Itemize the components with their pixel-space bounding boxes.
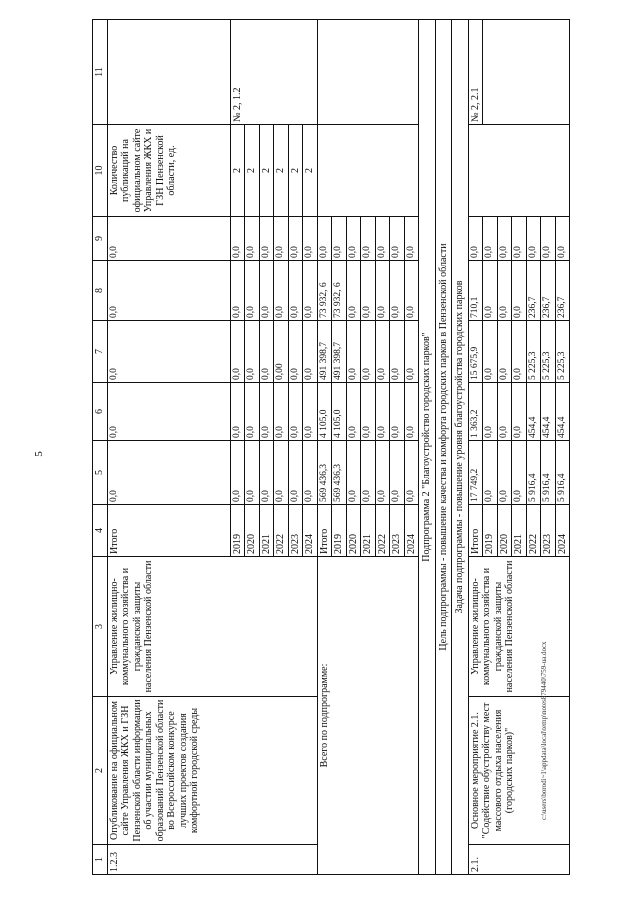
indicator-empty — [317, 125, 419, 217]
value: 0,0 — [375, 441, 390, 505]
value: 0,0 — [390, 261, 405, 321]
value: 0,0 — [274, 441, 289, 505]
value: 0,0 — [259, 261, 274, 321]
value: 0,0 — [361, 217, 376, 261]
value: 0,0 — [288, 383, 303, 441]
col-header: 2 — [93, 697, 108, 845]
year: 2020 — [346, 505, 361, 557]
value: 0,0 — [303, 441, 318, 505]
indicator-value: 2 — [230, 125, 245, 217]
table-row — [107, 20, 230, 875]
total-value: 17 749,2 — [468, 441, 483, 505]
value: 0,0 — [483, 217, 498, 261]
value: 0,0 — [288, 441, 303, 505]
total-value: 0,0 — [468, 217, 483, 261]
value: 0,0 — [375, 383, 390, 441]
total-value: 491 398,7 — [317, 321, 332, 383]
value: 0,0 — [288, 261, 303, 321]
value: 0,0 — [497, 261, 512, 321]
year: 2021 — [361, 505, 376, 557]
value: 0,0 — [303, 321, 318, 383]
value: 0,0 — [346, 321, 361, 383]
value: 0,0 — [259, 321, 274, 383]
value: 5 916,4 — [541, 441, 556, 505]
section-row — [452, 20, 469, 875]
value: 0,0 — [288, 321, 303, 383]
total-value: 1 363,2 — [468, 383, 483, 441]
value: 0,0 — [361, 383, 376, 441]
value: 0,0 — [512, 441, 527, 505]
col-header: 9 — [93, 217, 108, 261]
col-header: 5 — [93, 441, 108, 505]
total-value: 0,0 — [107, 441, 230, 505]
total-value: 0,0 — [107, 261, 230, 321]
col-header: 11 — [93, 20, 108, 125]
row-number: 1.2.3 — [107, 845, 317, 875]
value: 0,00 — [274, 321, 289, 383]
row-number: 2.1. — [468, 845, 570, 875]
activity-name: Основное мероприятие 2.1. "Содействие обустройству мест массового отдыха населения (городских парков)" — [468, 697, 570, 845]
value: 0,0 — [332, 217, 347, 261]
value: 236,7 — [541, 261, 556, 321]
executor: Управление жилищно-коммунального хозяйства и гражданской защиты населения Пензенской области — [468, 557, 570, 697]
indicator-value: 2 — [259, 125, 274, 217]
value: 0,0 — [497, 217, 512, 261]
page-number: 5 — [32, 451, 45, 457]
value: 0,0 — [541, 217, 556, 261]
value: 454,4 — [555, 383, 570, 441]
link-ref — [107, 20, 230, 125]
value: 0,0 — [346, 383, 361, 441]
value: 5 916,4 — [526, 441, 541, 505]
subprogram-title: Подпрограмма 2 "Благоустройство городских парков" — [419, 20, 436, 875]
subprogram-task: Задача подпрограммы - повышение уровня благоустройства городских парков — [452, 20, 469, 875]
indicator-value: 2 — [303, 125, 318, 217]
value: 0,0 — [512, 321, 527, 383]
value: 0,0 — [245, 261, 260, 321]
executor: Управление жилищно-коммунального хозяйства и гражданской защиты населения Пензенской области — [107, 557, 317, 697]
col-header: 8 — [93, 261, 108, 321]
value: 0,0 — [483, 441, 498, 505]
activity-name: Опубликование на официальном сайте Управления ЖКХ и ГЗН Пензенской области информации об участии муниципальных образований Пензенской области во Всероссийском конкурсе лучших проектов создания комфортной городской среды — [107, 697, 317, 845]
link-empty — [317, 20, 419, 125]
total-value: 73 932, 6 — [317, 261, 332, 321]
value: 0,0 — [375, 217, 390, 261]
value: 0,0 — [303, 383, 318, 441]
value: 0,0 — [512, 383, 527, 441]
col-header: 6 — [93, 383, 108, 441]
value: 0,0 — [245, 383, 260, 441]
year: 2024 — [303, 505, 318, 557]
table-row — [468, 20, 483, 875]
value: 454,4 — [541, 383, 556, 441]
total-value: 15 675,9 — [468, 321, 483, 383]
value: 0,0 — [259, 441, 274, 505]
indicator-value: 2 — [245, 125, 260, 217]
value: 0,0 — [512, 261, 527, 321]
total-value: 0,0 — [107, 217, 230, 261]
value: 5 225,3 — [541, 321, 556, 383]
year: 2020 — [245, 505, 260, 557]
value: 0,0 — [245, 441, 260, 505]
value: 0,0 — [346, 261, 361, 321]
value: 0,0 — [404, 321, 419, 383]
value: 569 436,3 — [332, 441, 347, 505]
value: 0,0 — [361, 321, 376, 383]
year: 2023 — [541, 505, 556, 557]
value: 0,0 — [390, 441, 405, 505]
total-value: 4 105,0 — [317, 383, 332, 441]
value: 0,0 — [230, 261, 245, 321]
year: 2019 — [483, 505, 498, 557]
value: 0,0 — [245, 217, 260, 261]
total-label: Итого — [107, 505, 230, 557]
indicator-empty — [468, 125, 570, 217]
indicator-name: Количество публикаций на официальном сайте Управления ЖКХ и ГЗН Пензенской области, ед. — [107, 125, 230, 217]
year: 2019 — [230, 505, 245, 557]
year: 2021 — [512, 505, 527, 557]
col-header: 7 — [93, 321, 108, 383]
col-header: 1 — [93, 845, 108, 875]
value: 0,0 — [303, 261, 318, 321]
subprogram-total-label: Всего по подпрограмме: — [317, 557, 419, 875]
value: 491 398,7 — [332, 321, 347, 383]
value: 0,0 — [259, 217, 274, 261]
value: 0,0 — [404, 261, 419, 321]
link-ref: № 2, 1.2 — [230, 20, 317, 125]
value: 4 105,0 — [332, 383, 347, 441]
year: 2024 — [404, 505, 419, 557]
indicator-value: 2 — [274, 125, 289, 217]
value: 0,0 — [274, 261, 289, 321]
subprogram-goal: Цель подпрограммы - повышение качества и комфорта городских парков в Пензенской области — [435, 20, 452, 875]
value: 0,0 — [497, 383, 512, 441]
year: 2022 — [526, 505, 541, 557]
value: 0,0 — [526, 217, 541, 261]
budget-table-sheet — [92, 20, 608, 875]
value: 0,0 — [303, 217, 318, 261]
value: 0,0 — [483, 383, 498, 441]
value: 5 916,4 — [555, 441, 570, 505]
year: 2021 — [259, 505, 274, 557]
table-row — [317, 20, 332, 875]
value: 0,0 — [390, 217, 405, 261]
total-label: Итого — [317, 505, 332, 557]
total-value: 569 436,3 — [317, 441, 332, 505]
footer-file-path: c:\users\borodi~1\appdata\local\temp\notes879440\759-ua.docx — [540, 641, 548, 820]
value: 0,0 — [346, 217, 361, 261]
value: 0,0 — [346, 441, 361, 505]
value: 0,0 — [555, 217, 570, 261]
total-value: 0,0 — [107, 321, 230, 383]
value: 0,0 — [230, 441, 245, 505]
year: 2020 — [497, 505, 512, 557]
section-row — [419, 20, 436, 875]
value: 73 932, 6 — [332, 261, 347, 321]
value: 0,0 — [390, 321, 405, 383]
value: 0,0 — [404, 217, 419, 261]
value: 0,0 — [274, 217, 289, 261]
value: 0,0 — [497, 441, 512, 505]
section-row — [435, 20, 452, 875]
year: 2022 — [274, 505, 289, 557]
value: 0,0 — [274, 383, 289, 441]
value: 5 225,3 — [526, 321, 541, 383]
value: 0,0 — [512, 217, 527, 261]
year: 2024 — [555, 505, 570, 557]
year: 2022 — [375, 505, 390, 557]
budget-table — [92, 19, 570, 875]
value: 0,0 — [259, 383, 274, 441]
column-header-row — [93, 20, 108, 875]
total-value: 0,0 — [317, 217, 332, 261]
year: 2023 — [288, 505, 303, 557]
col-header: 4 — [93, 505, 108, 557]
value: 0,0 — [375, 321, 390, 383]
value: 0,0 — [375, 261, 390, 321]
col-header: 3 — [93, 557, 108, 697]
value: 236,7 — [526, 261, 541, 321]
value: 0,0 — [483, 261, 498, 321]
total-value: 0,0 — [107, 383, 230, 441]
value: 0,0 — [245, 321, 260, 383]
value: 0,0 — [361, 261, 376, 321]
value: 0,0 — [288, 217, 303, 261]
link-ref: № 2, 2.1 — [468, 20, 483, 125]
value: 236,7 — [555, 261, 570, 321]
indicator-value: 2 — [288, 125, 303, 217]
col-header: 10 — [93, 125, 108, 217]
value: 0,0 — [230, 217, 245, 261]
year: 2023 — [390, 505, 405, 557]
value: 0,0 — [390, 383, 405, 441]
value: 0,0 — [230, 383, 245, 441]
value: 0,0 — [361, 441, 376, 505]
value: 0,0 — [404, 383, 419, 441]
total-value: 710,1 — [468, 261, 483, 321]
value: 454,4 — [526, 383, 541, 441]
value: 0,0 — [483, 321, 498, 383]
year: 2019 — [332, 505, 347, 557]
value: 0,0 — [497, 321, 512, 383]
value: 0,0 — [230, 321, 245, 383]
value: 5 225,3 — [555, 321, 570, 383]
link-empty — [483, 20, 570, 125]
value: 0,0 — [404, 441, 419, 505]
total-label: Итого — [468, 505, 483, 557]
